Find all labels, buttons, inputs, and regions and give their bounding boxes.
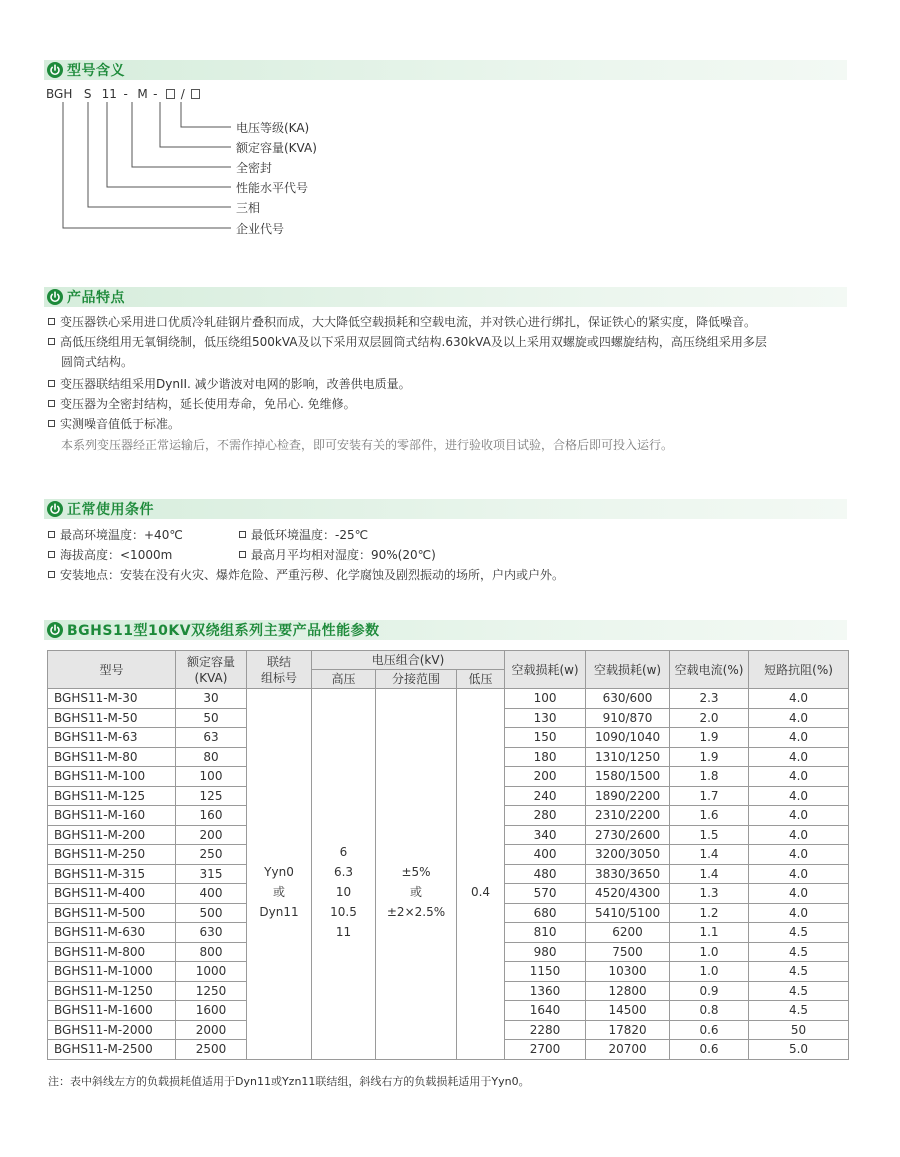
feature-item	[48, 396, 356, 412]
cell-load-loss: 1890/2200	[586, 786, 670, 806]
cell-load-loss: 630/600	[586, 689, 670, 709]
cell-load-loss: 20700	[586, 1040, 670, 1060]
cell-noload-current: 2.0	[670, 708, 749, 728]
section-header-features	[44, 287, 847, 307]
cell-capacity: 160	[176, 806, 247, 826]
condition-location	[48, 567, 564, 583]
bullet-square-icon	[48, 338, 55, 345]
cell-noload-loss: 130	[505, 708, 586, 728]
code-m: M	[137, 87, 148, 101]
cell-load-loss: 1310/1250	[586, 747, 670, 767]
cell-impedance: 4.0	[749, 825, 849, 845]
cell-impedance: 4.5	[749, 942, 849, 962]
condition-humidity	[239, 547, 436, 563]
cell-model: BGHS11-M-630	[48, 923, 176, 943]
condition-altitude	[48, 547, 172, 563]
cell-model: BGHS11-M-125	[48, 786, 176, 806]
cell-noload-current: 1.4	[670, 864, 749, 884]
cell-model: BGHS11-M-200	[48, 825, 176, 845]
cell-model: BGHS11-M-2500	[48, 1040, 176, 1060]
cell-impedance: 4.0	[749, 884, 849, 904]
cell-capacity: 1000	[176, 962, 247, 982]
bullet-square-icon	[48, 551, 55, 558]
cell-load-loss: 5410/5100	[586, 903, 670, 923]
condition-max-temp	[48, 527, 183, 543]
cell-noload-current: 1.8	[670, 767, 749, 787]
cell-model: BGHS11-M-63	[48, 728, 176, 748]
meaning-performance-code: 性能水平代号	[236, 181, 309, 195]
cell-hv-merged-line: 6	[339, 844, 348, 859]
header-voltage: 电压组合(kV)	[312, 651, 505, 670]
cell-impedance: 4.5	[749, 962, 849, 982]
cell-capacity: 800	[176, 942, 247, 962]
bullet-square-icon	[48, 420, 55, 427]
cell-capacity: 315	[176, 864, 247, 884]
cell-capacity: 125	[176, 786, 247, 806]
cell-impedance: 4.5	[749, 981, 849, 1001]
cell-tap-merged-line: 或	[409, 884, 422, 899]
cell-noload-loss: 2280	[505, 1020, 586, 1040]
power-icon	[47, 289, 63, 305]
cell-noload-current: 1.5	[670, 825, 749, 845]
bullet-square-icon	[239, 531, 246, 538]
cell-capacity: 1600	[176, 1001, 247, 1021]
meaning-rated-capacity: 额定容量(KVA)	[236, 141, 317, 155]
cell-impedance: 4.0	[749, 708, 849, 728]
cell-noload-loss: 480	[505, 864, 586, 884]
cell-group-merged-line: 或	[272, 884, 285, 899]
footnote: 注：表中斜线左方的负载损耗值适用于Dyn11或Yzn11联结组，斜线右方的负载损耗适用于Yyn0。	[48, 1075, 530, 1088]
code-11: 11	[101, 87, 117, 101]
cell-model: BGHS11-M-160	[48, 806, 176, 826]
cell-model: BGHS11-M-50	[48, 708, 176, 728]
code-slash: /	[180, 87, 185, 101]
header-load-loss: 空载损耗(w)	[586, 651, 670, 689]
cell-noload-current: 1.1	[670, 923, 749, 943]
cell-load-loss: 7500	[586, 942, 670, 962]
cell-model: BGHS11-M-250	[48, 845, 176, 865]
cell-noload-current: 0.8	[670, 1001, 749, 1021]
meaning-fully-sealed: 全密封	[236, 161, 273, 175]
cell-model: BGHS11-M-80	[48, 747, 176, 767]
code-s: S	[83, 87, 92, 101]
feature-text: 变压器为全密封结构，延长使用寿命，免吊心. 免维修。	[60, 397, 356, 411]
header-model: 型号	[48, 651, 176, 689]
cell-impedance: 4.0	[749, 903, 849, 923]
cell-load-loss: 14500	[586, 1001, 670, 1021]
model-meaning-lines	[0, 0, 900, 260]
cell-capacity: 2000	[176, 1020, 247, 1040]
cell-noload-loss: 980	[505, 942, 586, 962]
header-group	[247, 651, 312, 689]
cell-model: BGHS11-M-800	[48, 942, 176, 962]
condition-text: 安装地点：安装在没有火灾、爆炸危险、严重污秽、化学腐蚀及剧烈振动的场所，户内或户外。	[60, 568, 565, 582]
cell-impedance: 4.0	[749, 747, 849, 767]
meaning-three-phase: 三相	[236, 201, 261, 215]
header-tap: 分接范围	[376, 670, 457, 689]
cell-load-loss: 1580/1500	[586, 767, 670, 787]
cell-noload-loss: 100	[505, 689, 586, 709]
cell-noload-loss: 570	[505, 884, 586, 904]
cell-noload-current: 0.6	[670, 1040, 749, 1060]
cell-tap-merged-line: ±2×2.5%	[386, 904, 446, 919]
feature-text: 变压器联结组采用DynII. 减少谐波对电网的影响，改善供电质量。	[60, 377, 411, 391]
bullet-square-icon	[48, 571, 55, 578]
cell-noload-current: 1.7	[670, 786, 749, 806]
cell-hv-merged	[312, 689, 376, 1060]
header-lv: 低压	[457, 670, 505, 689]
cell-noload-loss: 400	[505, 845, 586, 865]
meaning-voltage-level: 电压等级(KA)	[236, 121, 310, 135]
cell-noload-loss: 1150	[505, 962, 586, 982]
cell-noload-current: 1.2	[670, 903, 749, 923]
condition-text: 最高月平均相对湿度：90%(20℃)	[251, 548, 436, 562]
cell-impedance: 4.0	[749, 689, 849, 709]
header-noload-loss: 空载损耗(w)	[505, 651, 586, 689]
cell-capacity: 200	[176, 825, 247, 845]
cell-group-merged	[247, 689, 312, 1060]
cell-impedance: 4.0	[749, 786, 849, 806]
code-bgh: BGH	[46, 87, 73, 101]
feature-note: 本系列变压器经正常运输后，不需作掉心检查，即可安装有关的零部件，进行验收项目试验，合格后即可投入运行。	[61, 438, 674, 452]
cell-noload-current: 1.0	[670, 942, 749, 962]
bullet-square-icon	[48, 380, 55, 387]
feature-item	[48, 314, 756, 330]
cell-capacity: 30	[176, 689, 247, 709]
bullet-square-icon	[48, 400, 55, 407]
table-row	[48, 689, 849, 709]
cell-model: BGHS11-M-1600	[48, 1001, 176, 1021]
cell-capacity: 50	[176, 708, 247, 728]
header-impedance: 短路抗阻(%)	[749, 651, 849, 689]
cell-capacity: 1250	[176, 981, 247, 1001]
cell-impedance: 4.5	[749, 923, 849, 943]
cell-capacity: 100	[176, 767, 247, 787]
cell-load-loss: 3200/3050	[586, 845, 670, 865]
cell-noload-loss: 150	[505, 728, 586, 748]
feature-continuation: 圆筒式结构。	[61, 355, 134, 369]
cell-load-loss: 12800	[586, 981, 670, 1001]
cell-noload-current: 1.4	[670, 845, 749, 865]
cell-impedance: 4.5	[749, 1001, 849, 1021]
feature-text: 实测噪音值低于标准。	[60, 417, 181, 431]
cell-model: BGHS11-M-100	[48, 767, 176, 787]
section-header-conditions	[44, 499, 847, 519]
cell-noload-current: 1.6	[670, 806, 749, 826]
spec-table	[47, 650, 849, 1060]
cell-capacity: 63	[176, 728, 247, 748]
cell-noload-loss: 680	[505, 903, 586, 923]
cell-hv-merged-line: 6.3	[333, 864, 354, 879]
cell-load-loss: 4520/4300	[586, 884, 670, 904]
cell-noload-loss: 810	[505, 923, 586, 943]
header-capacity	[176, 651, 247, 689]
cell-load-loss: 3830/3650	[586, 864, 670, 884]
cell-tap-merged-line: ±5%	[401, 864, 431, 879]
cell-impedance: 50	[749, 1020, 849, 1040]
feature-item	[48, 376, 411, 392]
bullet-square-icon	[239, 551, 246, 558]
cell-noload-current: 1.3	[670, 884, 749, 904]
condition-text: 海拔高度：<1000m	[60, 548, 173, 562]
cell-noload-loss: 2700	[505, 1040, 586, 1060]
cell-load-loss: 1090/1040	[586, 728, 670, 748]
cell-model: BGHS11-M-2000	[48, 1020, 176, 1040]
cell-load-loss: 17820	[586, 1020, 670, 1040]
cell-model: BGHS11-M-1000	[48, 962, 176, 982]
cell-noload-current: 0.6	[670, 1020, 749, 1040]
cell-model: BGHS11-M-1250	[48, 981, 176, 1001]
cell-impedance: 4.0	[749, 728, 849, 748]
cell-noload-loss: 200	[505, 767, 586, 787]
cell-load-loss: 6200	[586, 923, 670, 943]
cell-lv-merged: 0.4	[457, 689, 505, 1060]
condition-min-temp	[239, 527, 368, 543]
cell-noload-loss: 280	[505, 806, 586, 826]
cell-noload-loss: 1640	[505, 1001, 586, 1021]
cell-model: BGHS11-M-400	[48, 884, 176, 904]
section-header-params	[44, 620, 847, 640]
feature-item	[48, 416, 180, 432]
bullet-square-icon	[48, 318, 55, 325]
section-title: 型号含义	[67, 63, 125, 79]
cell-hv-merged-line: 10	[335, 884, 352, 899]
cell-noload-current: 2.3	[670, 689, 749, 709]
cell-capacity: 630	[176, 923, 247, 943]
bullet-square-icon	[48, 531, 55, 538]
cell-load-loss: 2730/2600	[586, 825, 670, 845]
cell-impedance: 5.0	[749, 1040, 849, 1060]
cell-capacity: 500	[176, 903, 247, 923]
feature-text: 高低压绕组用无氧铜绕制，低压绕组500kVA及以下采用双层圆筒式结构.630kVA及以上采用双螺旋或四螺旋结构，高压绕组采用多层	[60, 335, 767, 349]
cell-load-loss: 910/870	[586, 708, 670, 728]
cell-noload-current: 0.9	[670, 981, 749, 1001]
power-icon	[47, 501, 63, 517]
header-noload-current: 空载电流(%)	[670, 651, 749, 689]
cell-model: BGHS11-M-315	[48, 864, 176, 884]
cell-capacity: 2500	[176, 1040, 247, 1060]
cell-group-merged-line: Dyn11	[259, 904, 299, 919]
cell-load-loss: 2310/2200	[586, 806, 670, 826]
cell-capacity: 400	[176, 884, 247, 904]
section-title: 正常使用条件	[67, 502, 154, 518]
header-group-text: 联结 组标号	[260, 654, 297, 685]
cell-tap-merged	[376, 689, 457, 1060]
cell-impedance: 4.0	[749, 864, 849, 884]
cell-noload-loss: 1360	[505, 981, 586, 1001]
cell-group-merged-line: Yyn0	[264, 864, 294, 879]
feature-item	[48, 334, 767, 350]
cell-noload-loss: 240	[505, 786, 586, 806]
cell-noload-current: 1.9	[670, 747, 749, 767]
cell-hv-merged-line: 11	[335, 924, 352, 939]
cell-load-loss: 10300	[586, 962, 670, 982]
cell-impedance: 4.0	[749, 767, 849, 787]
cell-model: BGHS11-M-30	[48, 689, 176, 709]
cell-noload-loss: 340	[505, 825, 586, 845]
code-dash: -	[153, 87, 158, 101]
header-hv: 高压	[312, 670, 376, 689]
condition-text: 最高环境温度：+40℃	[60, 528, 183, 542]
cell-noload-current: 1.9	[670, 728, 749, 748]
cell-noload-loss: 180	[505, 747, 586, 767]
header-capacity-text: 额定容量 (KVA)	[186, 654, 235, 685]
cell-hv-merged-line: 10.5	[330, 904, 357, 919]
cell-impedance: 4.0	[749, 806, 849, 826]
power-icon	[47, 622, 63, 638]
cell-impedance: 4.0	[749, 845, 849, 865]
condition-text: 最低环境温度：-25℃	[251, 528, 369, 542]
section-title: 产品特点	[67, 290, 125, 306]
feature-text: 变压器铁心采用进口优质冷轧硅钢片叠积而成，大大降低空载损耗和空载电流，并对铁心进行绑扎，保证铁心的紧实度，降低噪音。	[60, 315, 757, 329]
cell-model: BGHS11-M-500	[48, 903, 176, 923]
code-dash: -	[123, 87, 128, 101]
meaning-company-code: 企业代号	[236, 222, 285, 236]
cell-noload-current: 1.0	[670, 962, 749, 982]
cell-capacity: 80	[176, 747, 247, 767]
section-title: BGHS11型10KV双绕组系列主要产品性能参数	[67, 623, 380, 639]
cell-capacity: 250	[176, 845, 247, 865]
